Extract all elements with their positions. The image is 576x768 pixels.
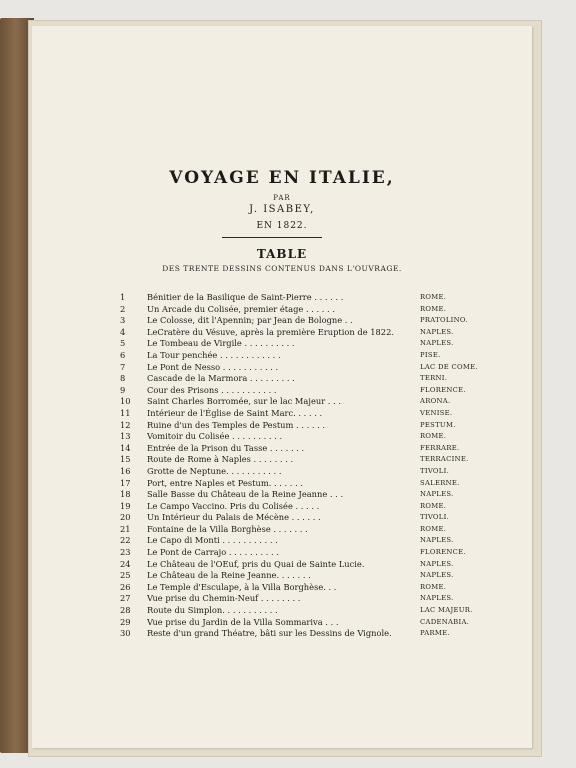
entry-number: 28	[120, 605, 131, 616]
book-title: VOYAGE EN ITALIE,	[169, 168, 395, 188]
author-name: J. ISABEY,	[249, 204, 315, 215]
entry-location: NAPLES.	[420, 327, 454, 336]
entry-title: Vomitoir du Colisée . . . . . . . . . .	[147, 431, 283, 442]
entry-location: NAPLES.	[420, 571, 454, 580]
toc-entry	[120, 466, 490, 478]
entry-number: 24	[120, 558, 131, 569]
entry-number: 18	[120, 489, 131, 500]
entry-location: VENISE.	[420, 408, 453, 417]
toc-entry	[120, 431, 490, 443]
entry-title: Le Capo di Monti . . . . . . . . . . .	[147, 535, 278, 546]
table-subtitle: DES TRENTE DESSINS CONTENUS DANS L'OUVRAGE.	[162, 264, 402, 273]
entry-title: Fontaine de la Villa Borghèse . . . . . . .	[147, 523, 308, 534]
entry-number: 16	[120, 465, 131, 476]
entry-location: NAPLES.	[420, 536, 454, 545]
entry-number: 22	[120, 535, 131, 546]
toc-entry	[120, 617, 490, 629]
entry-title: LeCratère du Vésuve, après la première Eruption de 1822.	[147, 326, 394, 337]
entry-number: 27	[120, 593, 131, 604]
entry-number: 23	[120, 547, 131, 558]
toc-entry	[120, 350, 490, 362]
entry-location: ROME.	[420, 293, 447, 301]
entry-location: ARONA.	[420, 397, 451, 406]
toc-entry	[120, 304, 490, 316]
entry-number: 21	[120, 523, 131, 534]
toc-entry	[120, 547, 490, 559]
book-page	[32, 26, 532, 748]
entry-number: 14	[120, 442, 131, 453]
entry-location: ROME.	[420, 582, 447, 591]
entry-number: 15	[120, 454, 131, 465]
entry-number: 7	[120, 361, 126, 372]
entry-title: Port, entre Naples et Pestum. . . . . . .	[147, 477, 303, 488]
entry-location: NAPLES.	[420, 559, 454, 568]
entry-location: NAPLES.	[420, 339, 454, 348]
entry-title: Grotte de Neptune. . . . . . . . . . .	[147, 465, 282, 476]
entry-location: LAC MAJEUR.	[420, 606, 473, 615]
entry-location: ROME.	[420, 432, 447, 441]
entry-title: Entrée de la Prison du Tasse . . . . . . .	[147, 442, 305, 453]
entry-number: 8	[120, 373, 126, 384]
entry-title: Le Colosse, dit l'Apennin; par Jean de Bologne . .	[147, 315, 353, 326]
entry-number: 2	[120, 303, 126, 314]
entry-number: 6	[120, 349, 126, 360]
entry-number: 17	[120, 477, 131, 488]
entry-title: Cascade de la Marmora . . . . . . . . .	[147, 373, 295, 384]
entry-number: 13	[120, 431, 131, 442]
entry-title: Bénitier de la Basilique de Saint-Pierre . . . . . .	[147, 292, 344, 302]
entry-title: Vue prise du Jardin de la Villa Sommariva . . .	[147, 616, 339, 627]
entry-location: NAPLES.	[420, 594, 454, 603]
toc-entry	[120, 512, 490, 524]
toc-entry	[120, 443, 490, 455]
toc-entry	[120, 385, 490, 397]
entry-number: 25	[120, 570, 131, 581]
toc-entry	[120, 454, 490, 466]
toc-entry	[120, 593, 490, 605]
entry-location: ROME.	[420, 524, 447, 533]
toc-entry	[120, 628, 490, 640]
toc-entry	[120, 605, 490, 617]
entry-location: PARME.	[420, 629, 450, 638]
entry-title: Cour des Prisons . . . . . . . . . . .	[147, 384, 277, 395]
entry-location: FERRARE.	[420, 443, 460, 452]
entry-title: Un Arcade du Colisée, premier étage . . . . . .	[147, 303, 335, 314]
toc-entry	[120, 315, 490, 327]
entry-location: PISE.	[420, 350, 441, 359]
entry-location: NAPLES.	[420, 490, 454, 499]
entry-location: TIVOLI.	[420, 513, 450, 522]
entry-number: 30	[120, 628, 131, 639]
entry-location: PRATOLINO.	[420, 316, 468, 325]
toc-entry	[120, 524, 490, 536]
entry-number: 5	[120, 338, 126, 349]
toc-entry	[120, 327, 490, 339]
entry-location: CADENABIA.	[420, 617, 470, 626]
entry-title: La Tour penchée . . . . . . . . . . . .	[147, 349, 281, 360]
entry-title: Un Intérieur du Palais de Mécène . . . . . .	[147, 512, 321, 523]
toc-entry	[120, 396, 490, 408]
entry-title: Salle Basse du Château de la Reine Jeanne . . .	[147, 489, 344, 500]
entry-location: LAC DE COME.	[420, 362, 478, 371]
toc-entry	[120, 478, 490, 490]
toc-entry	[120, 489, 490, 501]
table-of-contents	[120, 292, 490, 640]
toc-entry	[120, 535, 490, 547]
toc-entry	[120, 559, 490, 571]
toc-entry	[120, 338, 490, 350]
entry-title: Intérieur de l'Église de Saint Marc. . . . . .	[147, 407, 323, 418]
entry-number: 19	[120, 500, 131, 511]
entry-location: TERRACINE.	[420, 455, 469, 464]
entry-title: Reste d'un grand Théatre, bâti sur les Dessins de Vignole.	[147, 628, 392, 639]
entry-title: Route de Rome à Naples . . . . . . . .	[147, 454, 294, 465]
divider-rule	[222, 237, 322, 238]
entry-number: 1	[120, 292, 126, 302]
publication-year: EN 1822.	[256, 221, 308, 231]
entry-location: TERNI.	[420, 374, 448, 383]
toc-entry	[120, 501, 490, 513]
entry-number: 3	[120, 315, 126, 326]
entry-number: 20	[120, 512, 131, 523]
toc-entry	[120, 292, 490, 304]
toc-entry	[120, 570, 490, 582]
entry-location: ROME.	[420, 501, 447, 510]
entry-title: Le Temple d'Esculape, à la Villa Borghèse. . .	[147, 581, 337, 592]
entry-number: 11	[120, 407, 131, 418]
entry-title: Le Tombeau de Virgile . . . . . . . . . .	[147, 338, 295, 349]
entry-location: ROME.	[420, 304, 447, 313]
entry-title: Le Pont de Nesso . . . . . . . . . . .	[147, 361, 279, 372]
entry-title: Ruine d'un des Temples de Pestum . . . . . .	[147, 419, 326, 430]
entry-number: 9	[120, 384, 126, 395]
entry-number: 29	[120, 616, 131, 627]
toc-entry	[120, 408, 490, 420]
toc-entry	[120, 373, 490, 385]
toc-entry	[120, 362, 490, 374]
entry-title: Le Pont de Carrajo . . . . . . . . . .	[147, 547, 279, 558]
entry-location: PESTUM.	[420, 420, 456, 429]
toc-entry	[120, 420, 490, 432]
entry-title: Le Campo Vaccino. Pris du Colisée . . . . .	[147, 500, 320, 511]
entry-number: 10	[120, 396, 131, 407]
toc-entry	[120, 582, 490, 594]
entry-number: 4	[120, 326, 126, 337]
entry-title: Route du Simplon. . . . . . . . . . .	[147, 605, 278, 616]
entry-location: FLORENCE.	[420, 385, 466, 394]
entry-location: SALERNE.	[420, 478, 460, 487]
entry-title: Le Château de l'OEuf, pris du Quai de Sainte Lucie.	[147, 558, 365, 569]
entry-title: Le Château de la Reine Jeanne. . . . . . .	[147, 570, 311, 581]
entry-number: 26	[120, 581, 131, 592]
entry-title: Vue prise du Chemin-Neuf . . . . . . . .	[147, 593, 301, 604]
table-title: TABLE	[256, 247, 308, 261]
par-label: PAR	[273, 194, 291, 202]
entry-location: FLORENCE.	[420, 548, 466, 557]
entry-location: TIVOLI.	[420, 466, 450, 475]
entry-number: 12	[120, 419, 131, 430]
entry-title: Saint Charles Borromée, sur le lac Majeur . . .	[147, 396, 341, 407]
